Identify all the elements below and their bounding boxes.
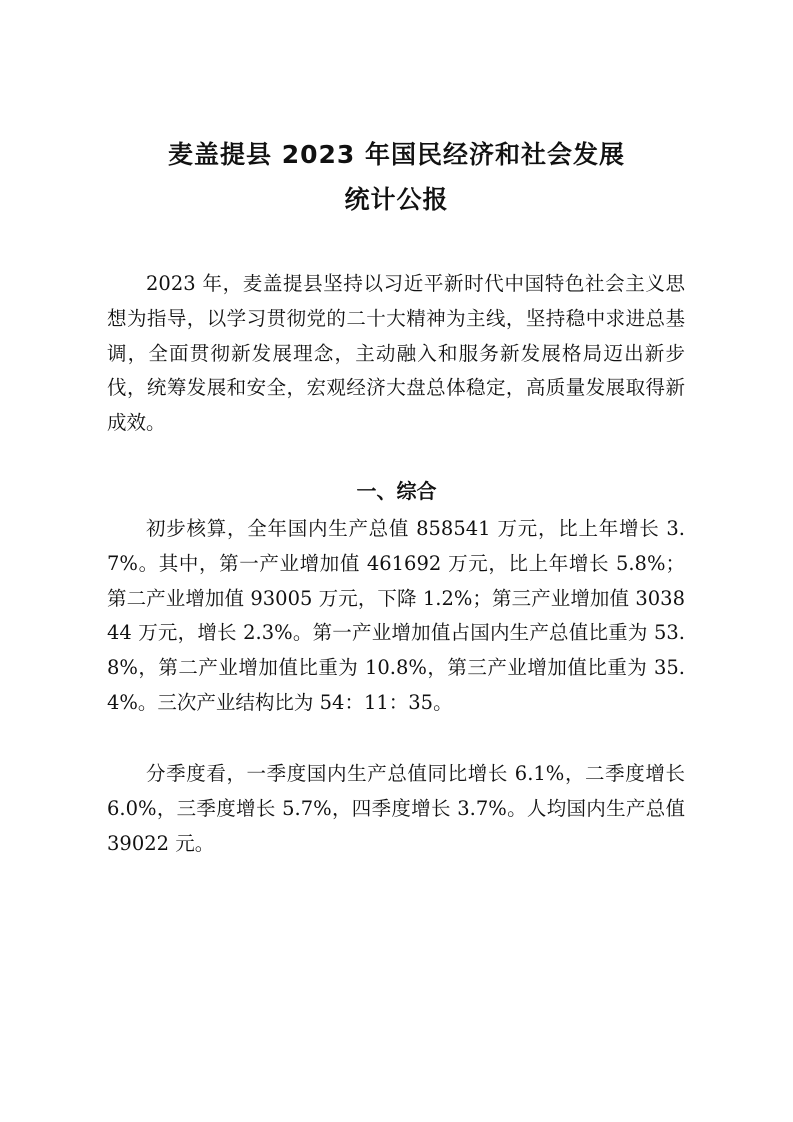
document-title-line-1: 麦盖提县 2023 年国民经济和社会发展 [168,140,625,169]
gdp-paragraph: 初步核算，全年国内生产总值 858541 万元，比上年增长 3.7%。其中，第一产业增加值 461692 万元，比上年增长 5.8%；第二产业增加值 93005 万元，下降 1.2%；第三产业增加值 303844 万元，增长 2.3%。第一产业增加值占国内生产总值比重为 53.8%，第二产业增加值比重为 10.8%，第三产业增加值比重为 35.4%。三次产业结构比为 54：11：35。 [107,517,685,714]
section-heading-overview: 一、综合 [356,479,437,503]
intro-paragraph: 2023 年，麦盖提县坚持以习近平新时代中国特色社会主义思想为指导，以学习贯彻党的二十大精神为主线，坚持稳中求进总基调，全面贯彻新发展理念，主动融入和服务新发展格局迈出新步伐，统筹发展和安全，宏观经济大盘总体稳定，高质量发展取得新成效。 [107,272,685,435]
document-title-line-2: 统计公报 [344,185,449,214]
quarterly-paragraph: 分季度看，一季度国内生产总值同比增长 6.1%，二季度增长 6.0%，三季度增长 5.7%，四季度增长 3.7%。人均国内生产总值 39022 元。 [107,762,685,855]
